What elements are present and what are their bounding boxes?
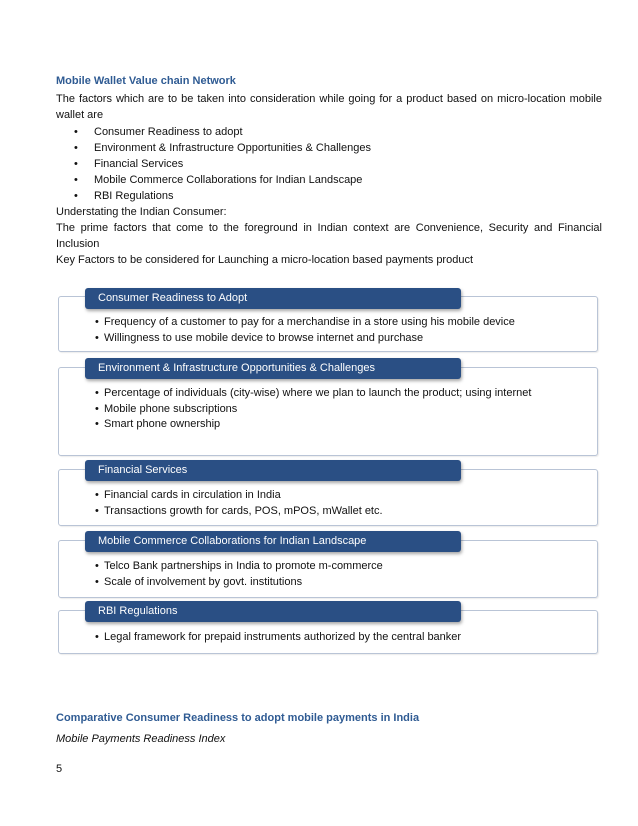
understanding-heading: Understating the Indian Consumer: xyxy=(56,206,227,218)
page-number: 5 xyxy=(56,763,63,775)
list-item: • Mobile Commerce Collaborations for Indian Landscape xyxy=(74,174,363,186)
list-item: • Consumer Readiness to adopt xyxy=(74,126,243,138)
prime-factors-paragraph: The prime factors that come to the foreground in Indian context are Convenience, Security and Financial Inclusion xyxy=(56,222,602,250)
diagram-item: • Transactions growth for cards, POS, mPOS, mWallet etc. xyxy=(95,504,537,520)
index-subheading: Mobile Payments Readiness Index xyxy=(56,733,226,745)
diagram-box-environment xyxy=(58,367,598,456)
diagram-item: • Percentage of individuals (city-wise) where we plan to launch the product; using internet xyxy=(95,386,537,402)
diagram-item: • Smart phone ownership xyxy=(95,417,537,433)
bullet-icon: • xyxy=(74,158,78,170)
diagram-item: • Scale of involvement by govt. institutions xyxy=(95,575,537,591)
diagram-header-environment: Environment & Infrastructure Opportunities & Challenges xyxy=(85,358,461,379)
intro-paragraph: The factors which are to be taken into consideration while going for a product based on micro-location mobile wallet are xyxy=(56,93,602,121)
bullet-icon: • xyxy=(74,126,78,138)
comparative-heading: Comparative Consumer Readiness to adopt mobile payments in India xyxy=(56,712,420,724)
list-item: • RBI Regulations xyxy=(74,190,174,202)
bullet-icon: • xyxy=(74,190,78,202)
diagram-header-mobile-commerce: Mobile Commerce Collaborations for Indian Landscape xyxy=(85,531,461,552)
diagram-header-rbi-regulations: RBI Regulations xyxy=(85,601,461,622)
diagram-item: • Legal framework for prepaid instruments authorized by the central banker xyxy=(95,630,537,646)
list-item: • Environment & Infrastructure Opportunities & Challenges xyxy=(74,142,371,154)
diagram-header-financial-services: Financial Services xyxy=(85,460,461,481)
bullet-icon: • xyxy=(74,142,78,154)
diagram-item: • Mobile phone subscriptions xyxy=(95,402,537,418)
diagram-item: • Telco Bank partnerships in India to promote m-commerce xyxy=(95,559,537,575)
diagram-header-consumer-readiness: Consumer Readiness to Adopt xyxy=(85,288,461,309)
section-title: Mobile Wallet Value chain Network xyxy=(56,75,236,87)
diagram-item: • Willingness to use mobile device to browse internet and purchase xyxy=(95,331,537,347)
diagram-item: • Financial cards in circulation in India xyxy=(95,488,537,504)
bullet-icon: • xyxy=(74,174,78,186)
diagram-item: • Frequency of a customer to pay for a merchandise in a store using his mobile device xyxy=(95,315,537,331)
list-item: • Financial Services xyxy=(74,158,184,170)
factor-list xyxy=(56,124,371,204)
key-factors-line: Key Factors to be considered for Launching a micro-location based payments product xyxy=(56,254,474,266)
